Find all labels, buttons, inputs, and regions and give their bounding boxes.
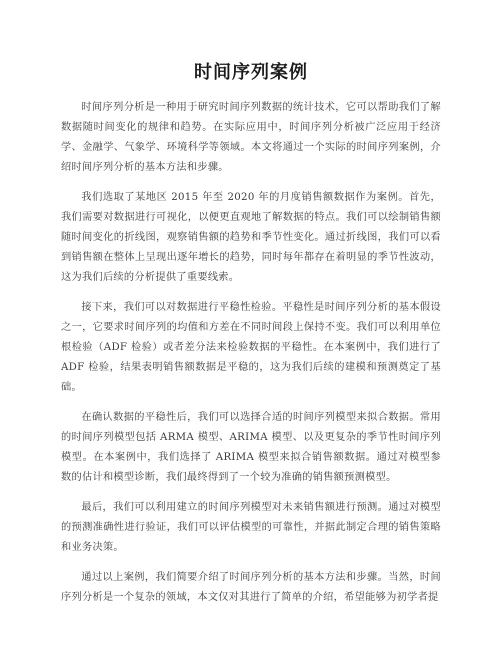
paragraph-intro: 时间序列分析是一种用于研究时间序列数据的统计技术，它可以帮助我们了解数据随时间变化的规律和趋势。在实际应用中，时间序列分析被广泛应用于经济学、金融学、气象学、环境科学等领域。本文将通过一个实际的时间序列案例，介绍时间序列分析的基本方法和步骤。 (61, 102, 441, 173)
paragraph-forecasting: 最后，我们可以利用建立的时间序列模型对未来销售额进行预测。通过对模型的预测准确性进行验证，我们可以评估模型的可靠性，并据此制定合理的销售策略和业务决策。 (61, 502, 441, 553)
paragraph-data-visualization: 我们选取了某地区 2015 年至 2020 年的月度销售额数据作为案例。首先，我们需要对数据进行可视化，以便更直观地了解数据的特点。我们可以绘制销售额随时间变化的折线图，观察销售额的趋势和季节性变化。通过折线图，我们可以看到销售额在整体上呈现出逐年增长的趋势，同时每年都存在着明显的季节性波动，这为我们后续的分析提供了重要线索。 (61, 192, 441, 283)
page-title: 时间序列案例 (194, 62, 308, 83)
document-body (61, 98, 441, 618)
paragraph-stationarity-test: 接下来，我们可以对数据进行平稳性检验。平稳性是时间序列分析的基本假设之一，它要求时间序列的均值和方差在不同时间段上保持不变。我们可以利用单位根检验（ADF 检验）或者差分法来检验数据的平稳性。在本案例中，我们进行了 ADF 检验，结果表明销售额数据是平稳的，这为我们后续的建模和预测奠定了基础。 (61, 302, 441, 393)
paragraph-conclusion: 通过以上案例，我们简要介绍了时间序列分析的基本方法和步骤。当然，时间序列分析是一个复杂的领域，本文仅对其进行了简单的介绍，希望能够为初学者提 (61, 572, 441, 603)
paragraph-model-selection: 在确认数据的平稳性后，我们可以选择合适的时间序列模型来拟合数据。常用的时间序列模型包括 ARMA 模型、ARIMA 模型、以及更复杂的季节性时间序列模型。在本案例中，我们选择了 ARIMA 模型来拟合销售额数据。通过对模型参数的估计和模型诊断，我们最终得到了一个较为准确的销售额预测模型。 (61, 412, 441, 483)
